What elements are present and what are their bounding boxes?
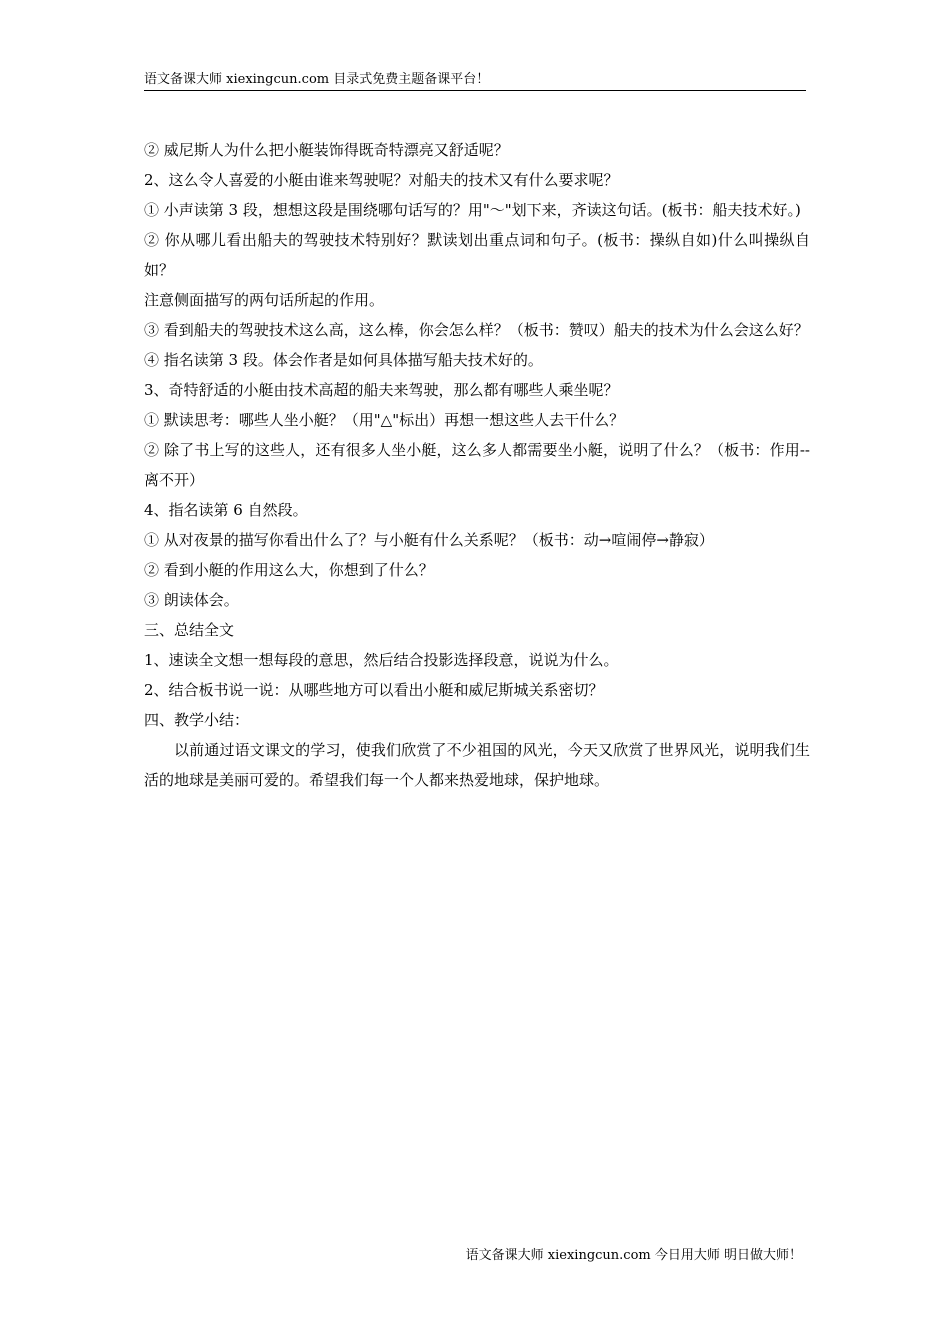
header-text: 语文备课大师 xiexingcun.com 目录式免费主题备课平台！: [144, 72, 490, 87]
paragraph: 3、奇特舒适的小艇由技术高超的船夫来驾驶，那么都有哪些人乘坐呢？: [144, 381, 619, 399]
paragraph: 2、这么令人喜爱的小艇由谁来驾驶呢？对船夫的技术又有什么要求呢？: [144, 171, 619, 189]
paragraph: 注意侧面描写的两句话所起的作用。: [144, 291, 385, 309]
page-header: [144, 70, 806, 91]
paragraph: 1、速读全文想一想每段的意思，然后结合投影选择段意，说说为什么。: [144, 651, 619, 669]
section-heading: 三、总结全文: [144, 621, 235, 639]
paragraph: ④ 指名读第 3 段。体会作者是如何具体描写船夫技术好的。: [144, 351, 543, 369]
paragraph: ③ 看到船夫的驾驶技术这么高，这么棒，你会怎么样？（板书：赞叹）船夫的技术为什么会这么好？: [144, 321, 809, 339]
summary-paragraph: 以前通过语文课文的学习，使我们欣赏了不少祖国的风光，今天又欣赏了世界风光，说明我们生活的地球是美丽可爱的。希望我们每一个人都来热爱地球，保护地球。: [144, 741, 810, 789]
paragraph: ① 从对夜景的描写你看出什么了？与小艇有什么关系呢？（板书：动→喧闹停→静寂）: [144, 531, 714, 549]
paragraph: ③ 朗读体会。: [144, 591, 239, 609]
paragraph: ② 威尼斯人为什么把小艇装饰得既奇特漂亮又舒适呢？: [144, 141, 509, 159]
paragraph: ① 小声读第 3 段，想想这段是围绕哪句话写的？用"～"划下来，齐读这句话。(板书：船夫技术好。): [144, 201, 801, 219]
section-heading: 四、教学小结：: [144, 711, 250, 729]
paragraph: ② 你从哪儿看出船夫的驾驶技术特别好？默读划出重点词和句子。(板书：操纵自如)什么叫操纵自如？: [144, 231, 810, 279]
paragraph: ② 看到小艇的作用这么大，你想到了什么？: [144, 561, 434, 579]
paragraph: ① 默读思考：哪些人坐小艇？（用"△"标出）再想一想这些人去干什么？: [144, 411, 625, 429]
document-body: [144, 135, 810, 795]
footer-text: 语文备课大师 xiexingcun.com 今日用大师 明日做大师！: [465, 1248, 802, 1263]
paragraph: 2、结合板书说一说：从哪些地方可以看出小艇和威尼斯城关系密切？: [144, 681, 604, 699]
paragraph: ② 除了书上写的这些人，还有很多人坐小艇，这么多人都需要坐小艇，说明了什么？（板书：作用--离不开）: [144, 441, 810, 489]
page-footer: [466, 1246, 802, 1266]
paragraph: 4、指名读第 6 自然段。: [144, 501, 308, 519]
